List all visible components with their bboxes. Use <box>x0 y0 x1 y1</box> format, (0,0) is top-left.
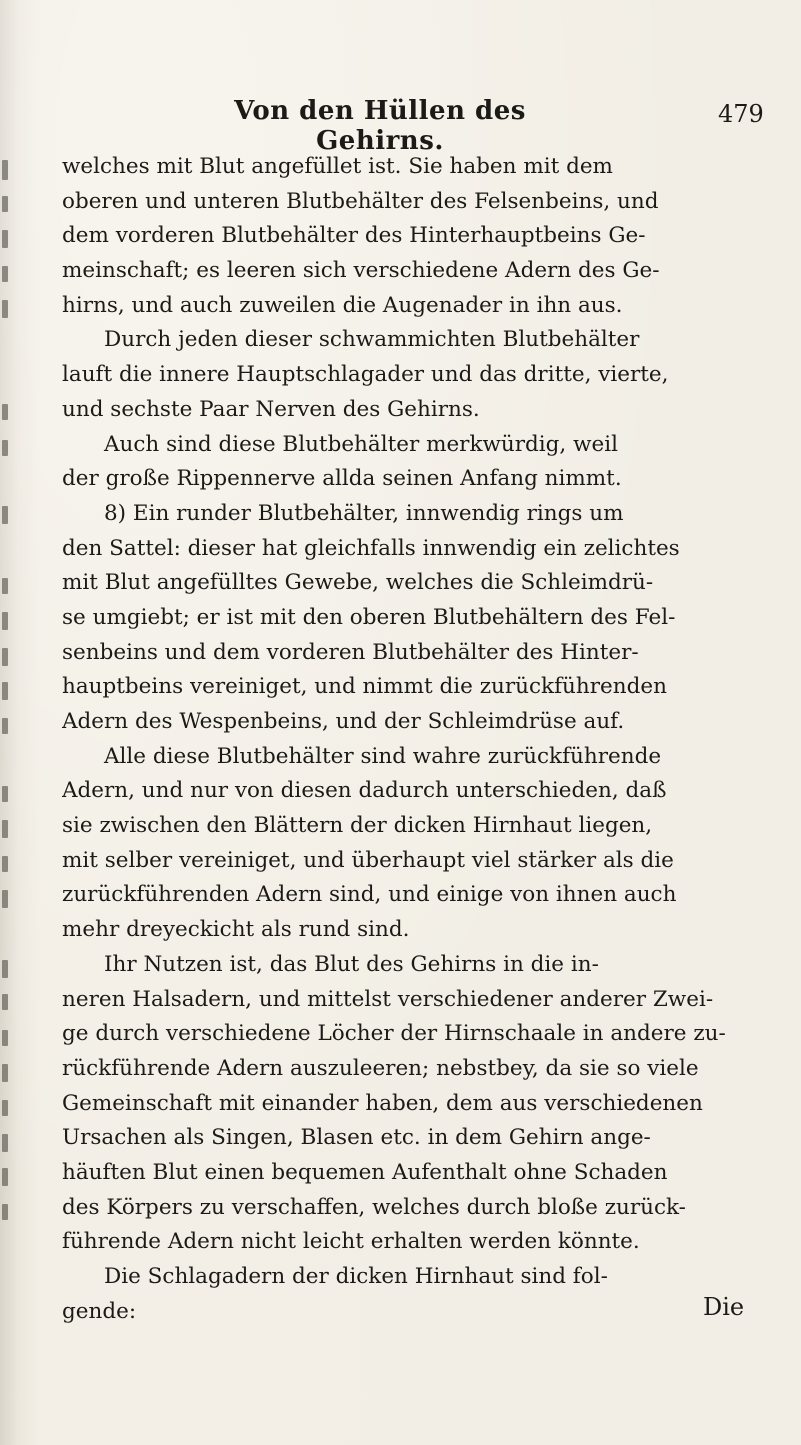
catchword: Die <box>703 1293 745 1321</box>
text-line: ge durch verschiedene Löcher der Hirnschaale in andere zu- <box>62 1021 726 1047</box>
text-line: den Sattel: dieser hat gleichfalls innwendig ein zelichtes <box>62 535 680 561</box>
gutter-mark <box>2 820 8 838</box>
text-line: Durch jeden dieser schwammichten Blutbehälter <box>104 327 640 353</box>
gutter-mark <box>2 786 8 802</box>
gutter-mark <box>2 890 8 908</box>
gutter-mark <box>2 856 8 872</box>
gutter-mark <box>2 404 8 420</box>
text-line: hauptbeins vereiniget, und nimmt die zurückführenden <box>62 674 667 700</box>
text-line: meinschaft; es leeren sich verschiedene Adern des Ge- <box>62 258 660 284</box>
text-line: Adern des Wespenbeins, und der Schleimdrüse auf. <box>62 709 625 734</box>
text-line: mehr dreyeckicht als rund sind. <box>62 917 410 943</box>
text-line: häuften Blut einen bequemen Aufenthalt ohne Schaden <box>62 1159 668 1185</box>
text-line: gende: <box>62 1298 137 1324</box>
text-line: Die Schlagadern der dicken Hirnhaut sind fol- <box>104 1264 608 1289</box>
gutter-mark <box>2 1204 8 1220</box>
page-number: 479 <box>718 100 764 128</box>
gutter-mark <box>2 506 8 524</box>
gutter-mark <box>2 196 8 212</box>
text-line: welches mit Blut angefüllet ist. Sie haben mit dem <box>62 154 613 179</box>
text-line: oberen und unteren Blutbehälter des Felsenbeins, und <box>62 188 659 214</box>
text-line: mit selber vereiniget, und überhaupt viel stärker als die <box>62 847 674 873</box>
gutter-mark <box>2 1168 8 1186</box>
text-line: 8) Ein runder Blutbehälter, innwendig rings um <box>104 500 624 526</box>
gutter-mark <box>2 160 8 180</box>
text-line: Adern, und nur von diesen dadurch unterschieden, daß <box>62 778 667 804</box>
text-line: rückführende Adern auszuleeren; nebstbey, da sie so viele <box>62 1055 699 1081</box>
text-line: Gemeinschaft mit einander haben, dem aus verschiedenen <box>62 1090 703 1116</box>
text-line: hirns, und auch zuweilen die Augenader in ihn aus. <box>62 292 623 318</box>
text-line: Ursachen als Singen, Blasen etc. in dem Gehirn ange- <box>62 1125 651 1151</box>
gutter-mark <box>2 230 8 248</box>
text-line: Auch sind diese Blutbehälter merkwürdig, weil <box>104 431 618 457</box>
gutter-mark <box>2 1064 8 1082</box>
text-line: senbeins und dem vorderen Blutbehälter des Hinter- <box>62 639 639 665</box>
running-head: Von den Hüllen des Gehirns. <box>234 96 526 156</box>
text-line: se umgiebt; er ist mit den oberen Blutbehältern des Fel- <box>62 604 676 630</box>
text-line: zurückführenden Adern sind, und einige von ihnen auch <box>62 882 677 908</box>
text-line: sie zwischen den Blättern der dicken Hirnhaut liegen, <box>62 813 653 839</box>
gutter-mark <box>2 578 8 594</box>
gutter-mark <box>2 266 8 282</box>
page-header <box>0 96 801 156</box>
gutter-mark <box>2 648 8 666</box>
gutter-mark <box>2 994 8 1010</box>
gutter-mark <box>2 682 8 700</box>
gutter-mark <box>2 612 8 630</box>
gutter-mark <box>2 718 8 734</box>
gutter-mark <box>2 960 8 978</box>
text-line: mit Blut angefülltes Gewebe, welches die Schleimdrü- <box>62 570 654 596</box>
text-line: dem vorderen Blutbehälter des Hinterhauptbeins Ge- <box>62 223 646 249</box>
gutter-mark <box>2 1134 8 1152</box>
text-line: Alle diese Blutbehälter sind wahre zurückführende <box>104 743 662 769</box>
text-line: der große Rippennerve allda seinen Anfang nimmt. <box>62 466 622 492</box>
gutter-mark <box>2 1100 8 1116</box>
text-line: und sechste Paar Nerven des Gehirns. <box>62 396 480 422</box>
text-line: des Körpers zu verschaffen, welches durch bloße zurück- <box>62 1194 686 1220</box>
gutter-mark <box>2 1030 8 1046</box>
body-text <box>62 150 768 1329</box>
text-line: Ihr Nutzen ist, das Blut des Gehirns in die in- <box>104 951 599 977</box>
text-line: führende Adern nicht leicht erhalten werden könnte. <box>62 1229 640 1255</box>
gutter-mark <box>2 440 8 456</box>
gutter-mark <box>2 300 8 318</box>
text-line: lauft die innere Hauptschlagader und das dritte, vierte, <box>62 362 669 388</box>
text-line: neren Halsadern, und mittelst verschiedener anderer Zwei- <box>62 986 714 1012</box>
